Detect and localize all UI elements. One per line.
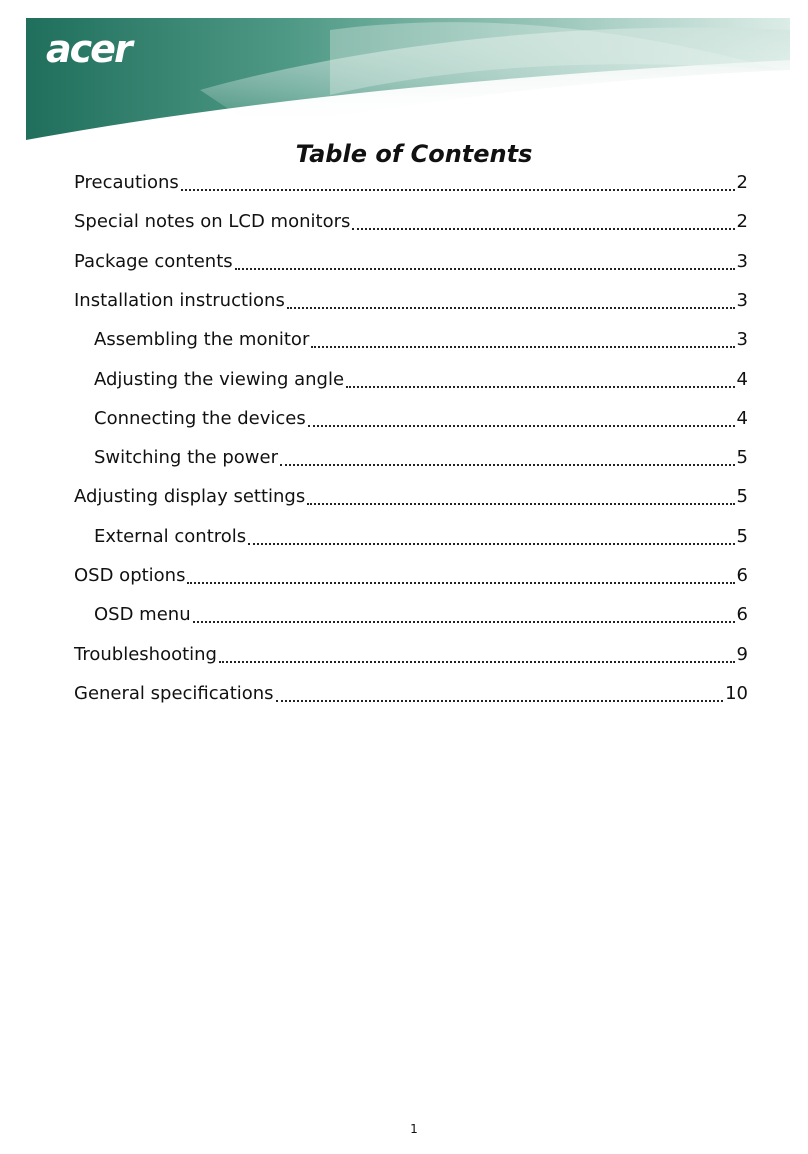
toc-dot-leader	[308, 425, 735, 427]
acer-logo: acer	[46, 27, 131, 71]
toc-entry-page: 4	[736, 368, 748, 390]
toc-entry[interactable]	[94, 323, 748, 357]
toc-entry-page: 6	[736, 604, 748, 626]
toc-entry-label: Special notes on LCD monitors	[74, 211, 351, 233]
toc-entry-label: OSD options	[74, 565, 186, 586]
toc-dot-leader	[276, 700, 724, 702]
toc-dot-leader	[287, 307, 735, 309]
toc-entry[interactable]	[74, 559, 748, 593]
toc-entry[interactable]	[94, 441, 748, 475]
toc-dot-leader	[346, 386, 735, 388]
toc-entry-page: 6	[736, 565, 748, 586]
toc-dot-leader	[352, 228, 734, 230]
toc-entry-label: Troubleshooting	[74, 643, 217, 665]
toc-entry-label: Adjusting display settings	[74, 486, 306, 508]
toc-entry[interactable]	[74, 245, 748, 279]
toc-entry-page: 5	[736, 447, 748, 469]
header-banner	[0, 0, 808, 150]
toc-dot-leader	[311, 346, 734, 348]
toc-dot-leader	[219, 661, 735, 663]
toc-entry-label: Assembling the monitor	[94, 329, 310, 351]
toc-entry-page: 3	[736, 289, 748, 311]
toc-dot-leader	[235, 268, 735, 270]
toc-entry[interactable]	[94, 598, 748, 632]
toc-entry-label: Adjusting the viewing angle	[94, 368, 345, 390]
toc-entry[interactable]	[94, 520, 748, 554]
toc-entry-page: 9	[736, 643, 748, 665]
page-title: Table of Contents	[295, 140, 533, 168]
toc-entry[interactable]	[74, 166, 748, 200]
toc-entry[interactable]	[94, 363, 748, 397]
toc-entry-label: External controls	[94, 525, 247, 547]
banner-swoosh-graphic	[0, 0, 808, 150]
toc-entry[interactable]	[94, 402, 748, 436]
toc-entry[interactable]	[74, 284, 748, 318]
toc-dot-leader	[248, 543, 734, 545]
toc-entry-label: Precautions	[74, 172, 179, 193]
toc-entry[interactable]	[74, 480, 748, 514]
toc-entry-page: 2	[736, 211, 748, 233]
toc-entry[interactable]	[74, 677, 748, 711]
toc-entry[interactable]	[74, 638, 748, 672]
toc-entry-label: Switching the power	[94, 447, 278, 469]
page-number: 1	[410, 1122, 418, 1136]
toc-entry[interactable]	[74, 205, 748, 239]
toc-entry-page: 4	[736, 407, 748, 429]
toc-dot-leader	[187, 582, 734, 584]
toc-dot-leader	[193, 621, 735, 623]
toc-dot-leader	[181, 189, 735, 191]
toc-entry-page: 5	[736, 525, 748, 547]
toc-dot-leader	[307, 503, 734, 505]
toc-entry-page: 3	[736, 329, 748, 351]
toc-entry-label: Connecting the devices	[94, 407, 306, 429]
toc-entry-label: OSD menu	[94, 604, 191, 626]
toc-entry-page: 5	[736, 486, 748, 508]
toc-entry-label: Package contents	[74, 250, 233, 272]
toc-dot-leader	[280, 464, 735, 466]
toc-entry-page: 10	[725, 682, 748, 704]
toc-entry-label: Installation instructions	[74, 289, 285, 311]
toc-entry-page: 3	[736, 250, 748, 272]
toc-entry-label: General specifications	[74, 682, 274, 704]
toc-entry-page: 2	[736, 172, 748, 193]
